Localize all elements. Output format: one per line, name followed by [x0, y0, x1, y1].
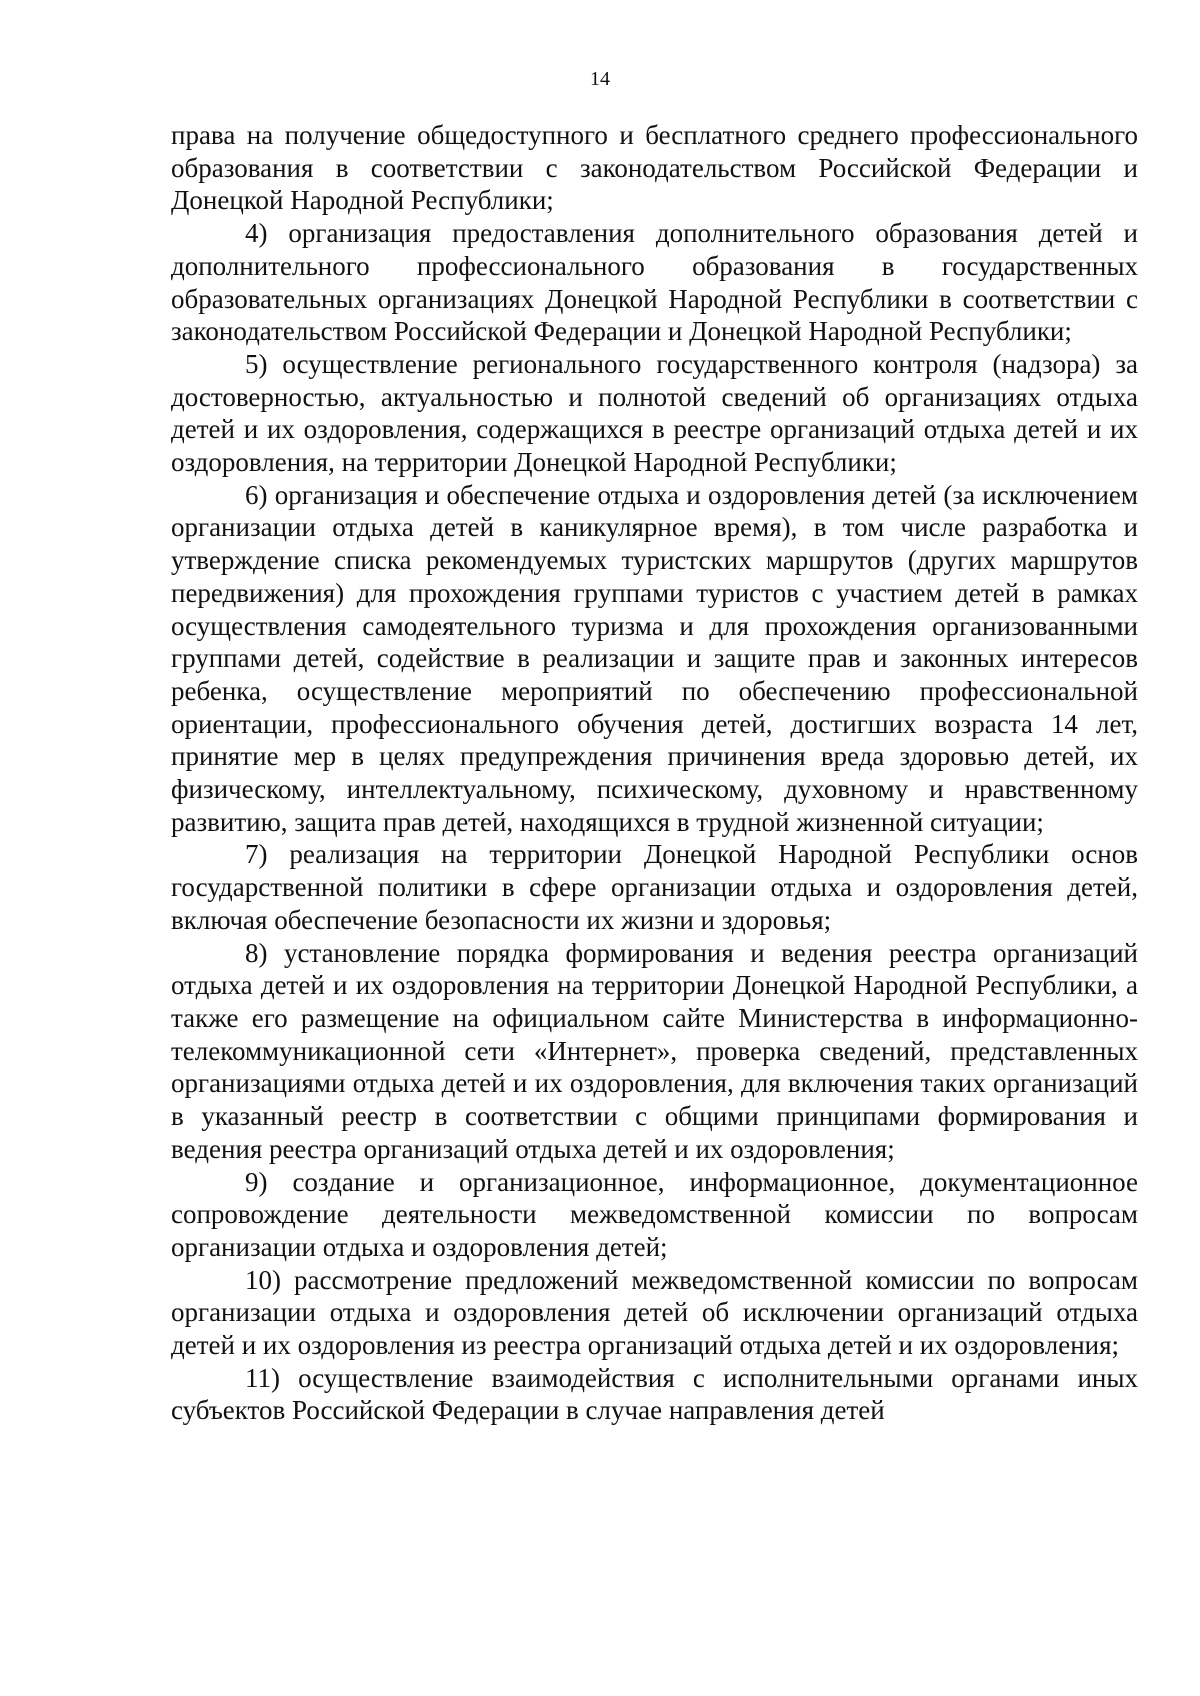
paragraph-item-10: 10) рассмотрение предложений межведомственной комиссии по вопросам организации отдыха и оздоровления детей об исключении организаций отдыха детей и их оздоровления из реестра организаций отдыха детей и их оздоровления; — [171, 1264, 1138, 1361]
page-number: 14 — [590, 68, 610, 90]
paragraph-item-4: 4) организация предоставления дополнительного образования детей и дополнительного профессионального образования в государственных образовательных организациях Донецкой Народной Республики в соответствии с законодательством Российской Федерации и Донецкой Народной Республики; — [171, 218, 1138, 347]
paragraph-item-5: 5) осуществление регионального государственного контроля (надзора) за достоверностью, актуальностью и полнотой сведений об организациях отдыха детей и их оздоровления, содержащихся в реестре организаций отдыха детей и их оздоровления, на территории Донецкой Народной Республики; — [171, 348, 1138, 478]
paragraph-continuation: права на получение общедоступного и бесплатного среднего профессионального образования в соответствии с законодательством Российской Федерации и Донецкой Народной Республики; — [171, 120, 1138, 216]
paragraph-item-6: 6) организация и обеспечение отдыха и оздоровления детей (за исключением организации отдыха детей в каникулярное время), в том числе разработка и утверждение списка рекомендуемых туристских маршрутов (других маршрутов передвижения) для прохождения группами туристов с участием детей в рамках осуществления самодеятельного туризма и для прохождения организованными группами детей, содействие в реализации и защите прав и законных интересов ребенка, осуществление мероприятий по обеспечению профессиональной ориентации, профессионального обучения детей, достигших возраста 14 лет, принятие мер в целях предупреждения причинения вреда здоровью детей, их физическому, интеллектуальному, психическому, духовному и нравственному развитию, защита прав детей, находящихся в трудной жизненной ситуации; — [171, 479, 1138, 837]
paragraph-item-9: 9) создание и организационное, информационное, документационное сопровождение деятельности межведомственной комиссии по вопросам организации отдыха и оздоровления детей; — [171, 1166, 1138, 1262]
paragraph-item-7: 7) реализация на территории Донецкой Народной Республики основ государственной политики в сфере организации отдыха и оздоровления детей, включая обеспечение безопасности их жизни и здоровья; — [171, 839, 1138, 935]
paragraph-item-11: 11) осуществление взаимодействия с исполнительными органами иных субъектов Российской Федерации в случае направления детей — [171, 1362, 1138, 1426]
document-body — [171, 119, 1138, 1427]
paragraph-item-8: 8) установление порядка формирования и ведения реестра организаций отдыха детей и их оздоровления на территории Донецкой Народной Республики, а также его размещение на официальном сайте Министерства в информационно-телекоммуникационной сети «Интернет», проверка сведений, представленных организациями отдыха детей и их оздоровления, для включения таких организаций в указанный реестр в соответствии с общими принципами формирования и ведения реестра организаций отдыха детей и их оздоровления; — [171, 937, 1138, 1164]
